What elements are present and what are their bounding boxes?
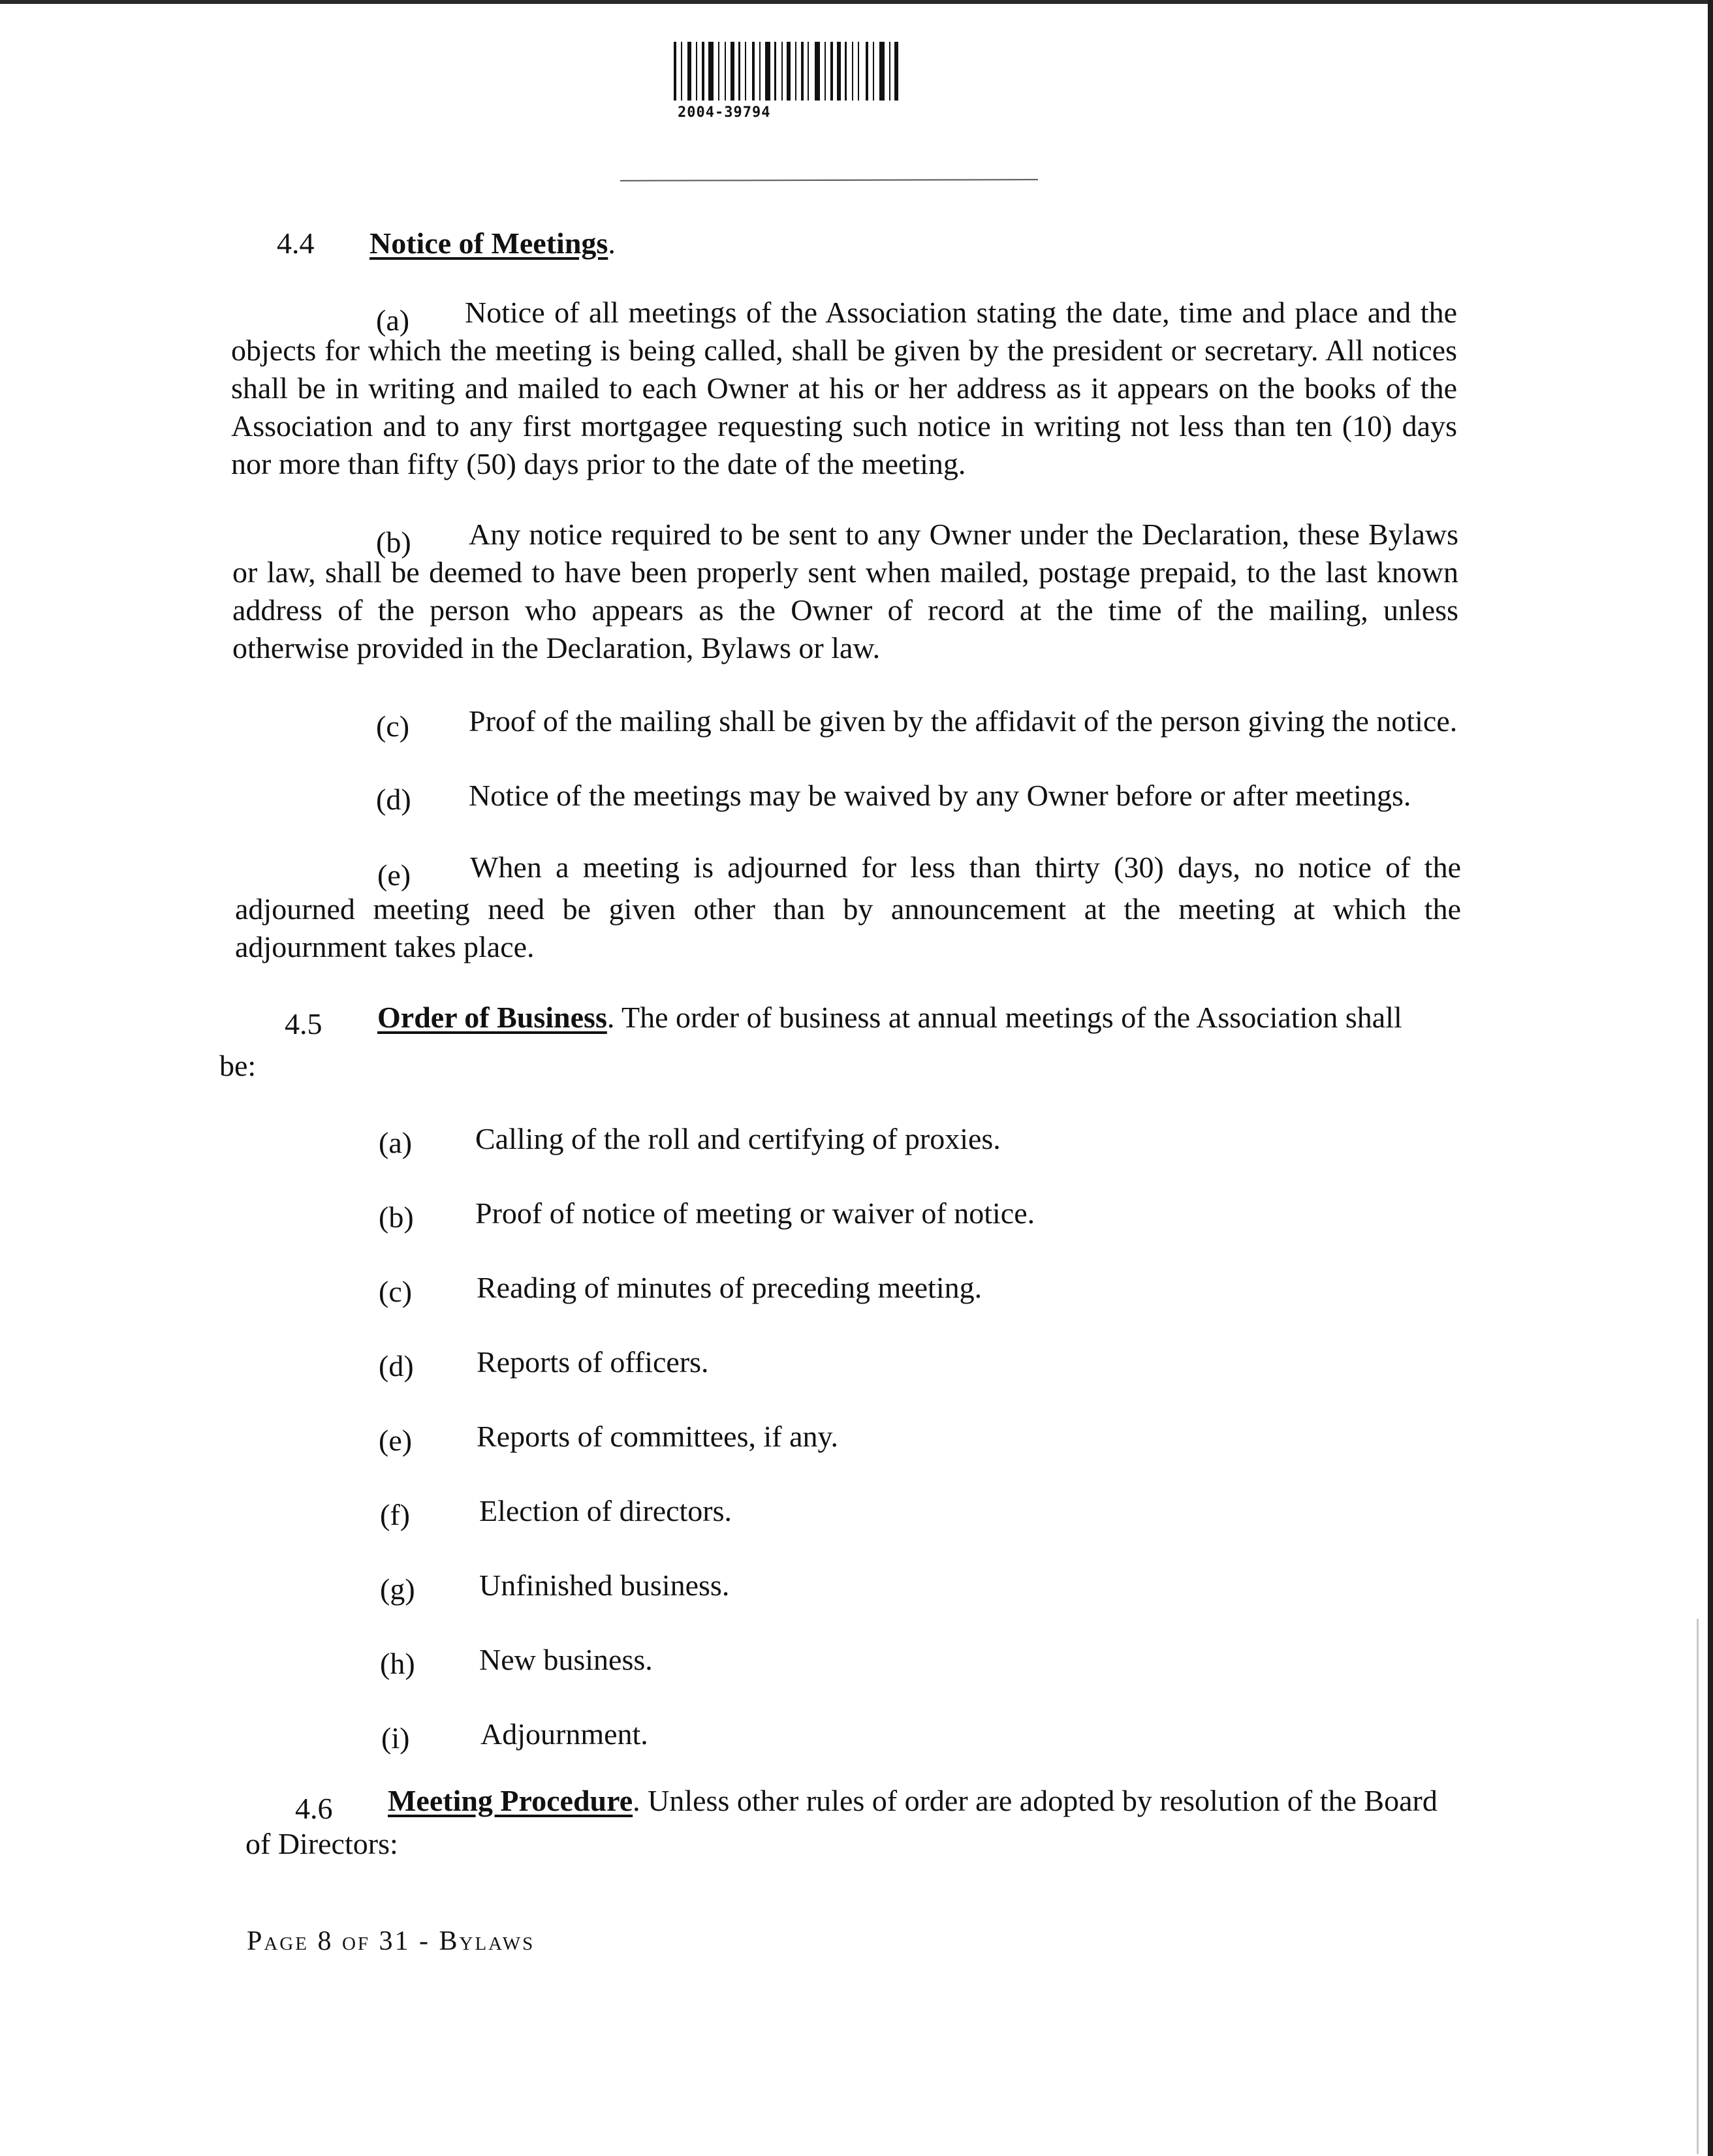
para-4-4-e-line-3: adjournment takes place.: [235, 930, 535, 963]
barcode-bar: [825, 42, 826, 101]
para-4-4-a-line-3: shall be in writing and mailed to each Owner at his or her address as it appears on the books of the: [231, 371, 1457, 405]
barcode-bar: [845, 42, 847, 101]
business-item-label: (e): [379, 1424, 413, 1457]
barcode-bar: [873, 42, 874, 101]
barcode-image: [674, 42, 974, 101]
business-item-text: Reports of officers.: [477, 1345, 709, 1379]
section-4-6-title: Meeting Procedure: [388, 1784, 633, 1817]
para-4-4-a-label: (a): [376, 304, 410, 337]
page-footer: Page 8 of 31 - Bylaws: [247, 1926, 535, 1956]
barcode-bar: [879, 42, 885, 101]
barcode-bar: [837, 42, 841, 101]
barcode-bar: [889, 42, 890, 101]
barcode-bar: [708, 42, 714, 101]
scan-border-right: [1708, 0, 1713, 2156]
section-4-4-number: 4.4: [277, 227, 315, 260]
barcode-bar: [858, 42, 859, 101]
barcode-bar: [787, 42, 791, 101]
barcode-bar: [774, 42, 776, 101]
barcode-number: 2004-39794: [678, 104, 771, 121]
para-4-4-b-label: (b): [376, 525, 411, 559]
para-4-4-e-label: (e): [377, 858, 411, 892]
section-4-4-title: Notice of Meetings: [369, 227, 608, 260]
barcode-bar: [866, 42, 868, 101]
business-item-text: Proof of notice of meeting or waiver of notice.: [475, 1196, 1035, 1230]
business-item-label: (f): [380, 1498, 410, 1531]
para-4-4-c-text: Proof of the mailing shall be given by the affidavit of the person giving the notice.: [469, 704, 1458, 738]
barcode-bar: [752, 42, 755, 101]
barcode-bar: [815, 42, 820, 101]
barcode-bar: [808, 42, 809, 101]
para-4-4-b-line-4: otherwise provided in the Declaration, Bylaws or law.: [232, 631, 881, 664]
section-4-6-heading: [388, 1782, 1438, 1820]
para-4-4-b-line-1: Any notice required to be sent to any Owner under the Declaration, these Bylaws: [469, 518, 1458, 551]
business-item-label: (d): [379, 1349, 414, 1383]
barcode-bar: [702, 42, 704, 101]
barcode-bar: [725, 42, 726, 101]
section-4-5-intro: . The order of business at annual meetings of the Association shall: [606, 1001, 1402, 1034]
section-4-4-title-period: .: [608, 227, 616, 260]
section-4-5-heading: [377, 999, 1402, 1037]
business-item-text: Calling of the roll and certifying of proxies.: [475, 1122, 1001, 1155]
para-4-4-a-line-1: Notice of all meetings of the Association stating the date, time and place and the: [465, 296, 1457, 329]
para-4-4-d-text: Notice of the meetings may be waived by any Owner before or after meetings.: [469, 779, 1411, 812]
business-item-label: (b): [379, 1200, 414, 1234]
section-4-6-number: 4.6: [295, 1792, 333, 1825]
section-4-5-title: Order of Business: [377, 1001, 607, 1034]
business-item-label: (h): [380, 1647, 415, 1680]
barcode-bar: [745, 42, 746, 101]
para-4-4-c-label: (c): [376, 710, 410, 743]
business-item-label: (c): [379, 1275, 413, 1308]
business-item-text: Reports of committees, if any.: [477, 1420, 838, 1453]
section-4-6-intro-continued: of Directors:: [245, 1827, 398, 1860]
section-4-5-intro-continued: be:: [219, 1049, 257, 1082]
barcode-bar: [765, 42, 770, 101]
barcode-bar: [852, 42, 853, 101]
para-4-4-e-line-2: adjourned meeting need be given other than by announcement at the meeting at which the: [235, 892, 1461, 926]
barcode-bar: [894, 42, 898, 101]
barcode-bar: [781, 42, 783, 101]
business-item-label: (i): [381, 1721, 410, 1755]
scan-border-top: [0, 0, 1713, 4]
barcode-bar: [830, 42, 833, 101]
barcode-bar: [696, 42, 697, 101]
barcode-bar: [801, 42, 804, 101]
section-4-6-intro: . Unless other rules of order are adopted by resolution of the Board: [633, 1784, 1438, 1817]
business-item-label: (a): [379, 1126, 413, 1159]
header-rule: [620, 179, 1038, 181]
scan-shadow-right: [1697, 1619, 1699, 2154]
business-item-label: (g): [380, 1572, 415, 1606]
para-4-4-a-line-5: nor more than fifty (50) days prior to the date of the meeting.: [231, 447, 966, 480]
business-item-text: Unfinished business.: [479, 1569, 730, 1602]
barcode-bar: [759, 42, 761, 101]
business-item-text: Reading of minutes of preceding meeting.: [477, 1271, 982, 1304]
para-4-4-b-line-2: or law, shall be deemed to have been properly sent when mailed, postage prepaid, to the last known: [232, 555, 1458, 589]
barcode-bar: [674, 42, 676, 101]
barcode-bar: [687, 42, 691, 101]
business-item-text: New business.: [479, 1643, 653, 1676]
para-4-4-a-line-2: objects for which the meeting is being called, shall be given by the president or secretary. All notices: [231, 334, 1457, 367]
para-4-4-e-line-1: When a meeting is adjourned for less than thirty (30) days, no notice of the: [470, 851, 1461, 884]
section-4-5-number: 4.5: [285, 1007, 322, 1040]
barcode-bar: [681, 42, 682, 101]
barcode-bar: [731, 42, 734, 101]
barcode-bar: [795, 42, 796, 101]
para-4-4-d-label: (d): [376, 783, 411, 816]
section-4-4-heading: [369, 225, 616, 262]
para-4-4-b-line-3: address of the person who appears as the Owner of record at the time of the mailing, unless: [232, 593, 1458, 627]
barcode-block: [674, 42, 974, 121]
barcode-bar: [718, 42, 719, 101]
business-item-text: Adjournment.: [480, 1717, 648, 1751]
business-item-text: Election of directors.: [479, 1494, 732, 1527]
barcode-bar: [738, 42, 740, 101]
para-4-4-a-line-4: Association and to any first mortgagee requesting such notice in writing not less than ten (10) days: [231, 409, 1457, 443]
